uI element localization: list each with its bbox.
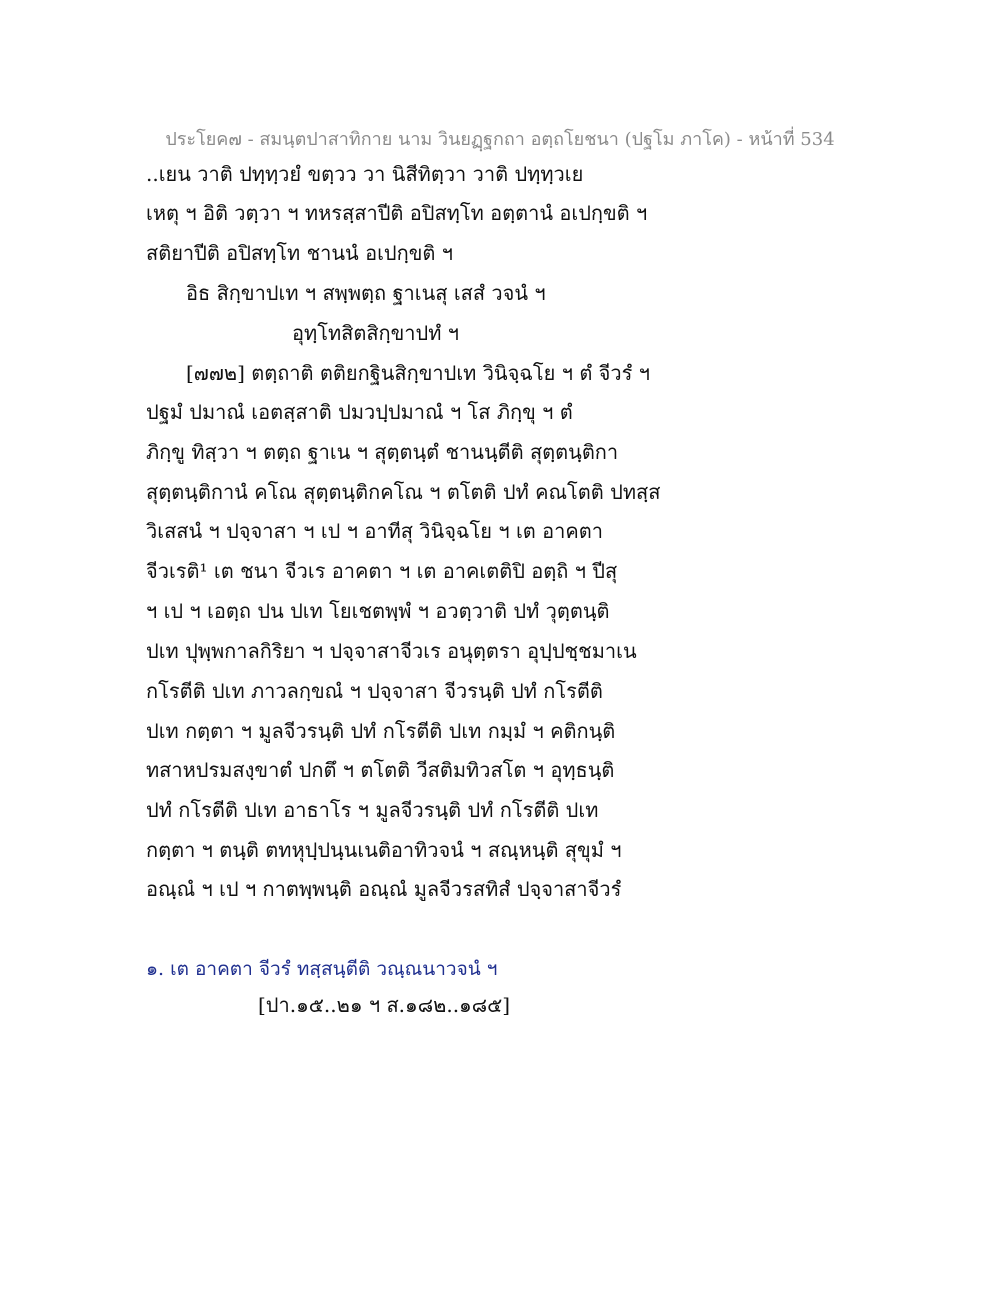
footnote: ๑. เต อาคตา จีวรํ ทสฺสนฺตีติ วณฺณนาวจนํ ฯ xyxy=(146,958,498,980)
body-line: อิธ สิกฺขาปเท ฯ สพฺพตฺถ ฐาเนสุ เสสํ วจนํ ฯ xyxy=(186,281,546,305)
page-reference: [ปา.๑๕..๒๑ ฯ ส.๑๘๒..๑๘๕] xyxy=(258,993,511,1017)
body-line: กตฺตา ฯ ตนฺติ ตทหุปฺปนฺนเนติอาทิวจนํ ฯ สณฺหนฺติ สุขุมํ ฯ xyxy=(146,838,622,862)
body-line: จีวเรติ¹ เต ชนา จีวเร อาคตา ฯ เต อาคเตติปิ อตฺถิ ฯ ปีสุ xyxy=(146,559,618,583)
body-line: อณฺณํ ฯ เป ฯ กาตพฺพนฺติ อณฺณํ มูลจีวรสทิสํ ปจฺจาสาจีวรํ xyxy=(146,877,622,901)
body-line: สติยาปีติ อปิสทฺโท ชานนํ อเปกฺขติ ฯ xyxy=(146,241,453,265)
body-line: วิเสสนํ ฯ ปจฺจาสา ฯ เป ฯ อาทีสุ วินิจฺฉโย ฯ เต อาคตา xyxy=(146,519,603,543)
body-line: เหตุ ฯ อิติ วตฺวา ฯ ทหรสฺสาปีติ อปิสทฺโท อตฺตานํ อเปกฺขติ ฯ xyxy=(146,201,648,225)
body-line: ..เยน วาติ ปทฺทฺวยํ ขตฺวว วา นิสีทิตฺวา วาติ ปทฺทฺวเย xyxy=(146,162,584,186)
body-line: ปเท ปุพฺพกาลกิริยา ฯ ปจฺจาสาจีวเร อนุตฺตรา อุปฺปชฺชมาเน xyxy=(146,639,637,663)
body-line: ฯ เป ฯ เอตฺถ ปน ปเท โยเชตพฺพํ ฯ อวตฺวาติ ปทํ วุตฺตนฺติ xyxy=(146,599,610,623)
body-line: กโรตีติ ปเท ภาวลกฺขณํ ฯ ปจฺจาสา จีวรนฺติ ปทํ กโรตีติ xyxy=(146,679,603,703)
body-line: ปเท กตฺตา ฯ มูลจีวรนฺติ ปทํ กโรตีติ ปเท กมฺมํ ฯ คติกนฺติ xyxy=(146,719,616,743)
page-header: ประโยค๗ - สมนฺตปาสาทิกาย นาม วินยฏฺฐกถา อตฺถโยชนา (ปฐโม ภาโค) - หน้าที่ 534 xyxy=(165,129,835,150)
body-line: สุตฺตนฺติกานํ คโณ สุตฺตนฺติกคโณ ฯ ตโตติ ปทํ คณโตติ ปทสฺส xyxy=(146,480,661,504)
body-line: [๗๗๒] ตตฺถาติ ตติยกฐินสิกฺขาปเท วินิจฺฉโย ฯ ตํ จีวรํ ฯ xyxy=(186,361,650,385)
body-line: ปฐมํ ปมาณํ เอตสฺสาติ ปมวปฺปมาณํ ฯ โส ภิกฺขุ ฯ ตํ xyxy=(146,400,573,424)
body-line: ภิกฺขู ทิสฺวา ฯ ตตฺถ ฐาเน ฯ สุตฺตนฺตํ ชานนฺตีติ สุตฺตนฺติกา xyxy=(146,440,619,464)
body-line: ทสาหปรมสงฺขาตํ ปกตึ ฯ ตโตติ วีสติมทิวสโต ฯ อุทฺธนฺติ xyxy=(146,758,615,782)
body-line: ปทํ กโรตีติ ปเท อาธาโร ฯ มูลจีวรนฺติ ปทํ กโรตีติ ปเท xyxy=(146,798,599,822)
body-line-centered-title: อุทฺโทสิตสิกฺขาปทํ ฯ xyxy=(292,321,460,345)
